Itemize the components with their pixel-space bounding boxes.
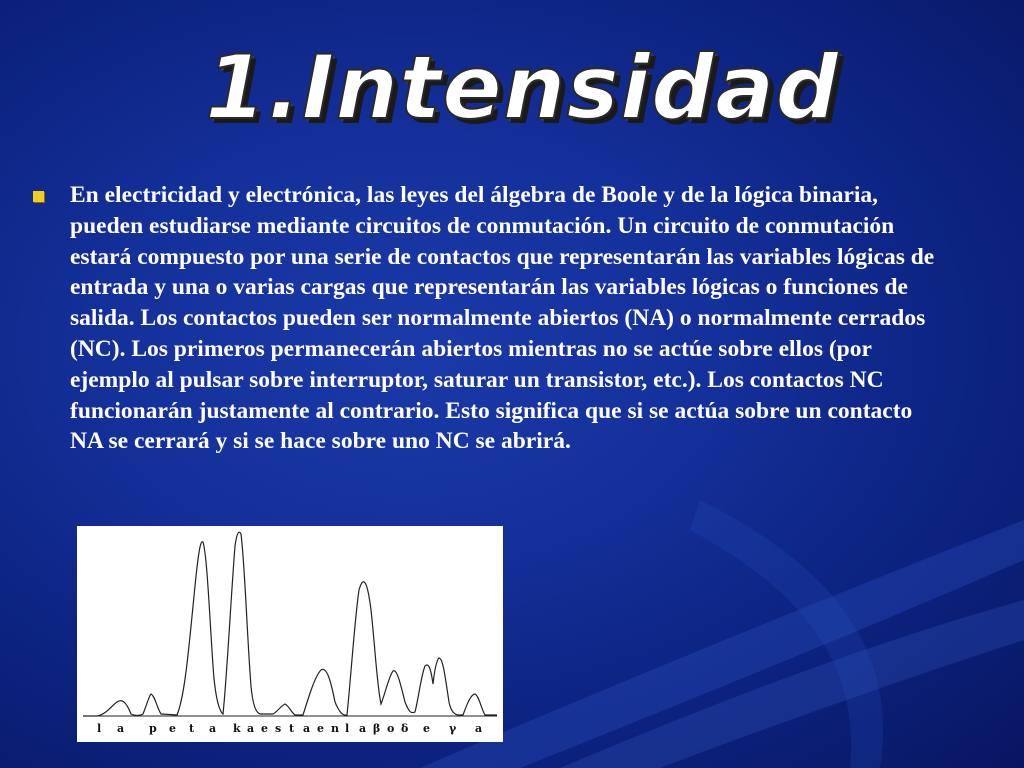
axis-letter: o: [387, 722, 395, 735]
bullet-item: [30, 180, 940, 457]
axis-letter: γ: [449, 722, 457, 735]
axis-letter: s: [275, 722, 282, 735]
waveform-line: [83, 532, 497, 716]
axis-letter: t: [289, 722, 295, 735]
axis-letter: l: [97, 722, 102, 735]
intensity-waveform-image: [77, 526, 503, 742]
axis-letter: a: [475, 722, 483, 735]
bullet-text: En electricidad y electrónica, las leyes del álgebra de Boole y de la lógica binaria, pueden estudiarse mediante circuitos de conmutación. Un circuito de conmutación estará compuesto por una serie de contactos que representarán las variables lógicas de entrada y una o varias cargas que representarán las variables lógicas o funciones de salida. Los contactos pueden ser normalmente abiertos (NA) o normalmente cerrados (NC). Los primeros permanecerán abiertos mientras no se actúe sobre ellos (por ejemplo al pulsar sobre interruptor, saturar un transistor, etc.). Los contactos NC funcionarán justamente al contrario. Esto significa que si se actúa sobre un contacto NA se cerrará y si se hace sobre uno NC se abrirá.: [70, 182, 935, 455]
waveform-graph: [77, 526, 503, 742]
axis-letter: e: [261, 722, 268, 735]
axis-letter: l: [345, 722, 350, 735]
axis-letter: a: [303, 722, 311, 735]
slide-title: 1.Intensidad: [205, 36, 840, 139]
axis-letter: k: [233, 722, 241, 735]
axis-letter: a: [209, 722, 217, 735]
axis-letter: t: [189, 722, 195, 735]
axis-letter: a: [247, 722, 255, 735]
axis-letter: e: [317, 722, 324, 735]
axis-letter: e: [423, 722, 430, 735]
axis-letter: a: [359, 722, 367, 735]
square-bullet-icon: [33, 191, 44, 202]
axis-letter: p: [149, 722, 157, 735]
axis-letter: n: [331, 722, 339, 735]
axis-letter: β: [373, 722, 381, 735]
axis-letter: a: [117, 722, 125, 735]
axis-letter-row: [83, 722, 497, 738]
axis-letter: δ: [401, 722, 409, 735]
axis-letter: e: [169, 722, 176, 735]
